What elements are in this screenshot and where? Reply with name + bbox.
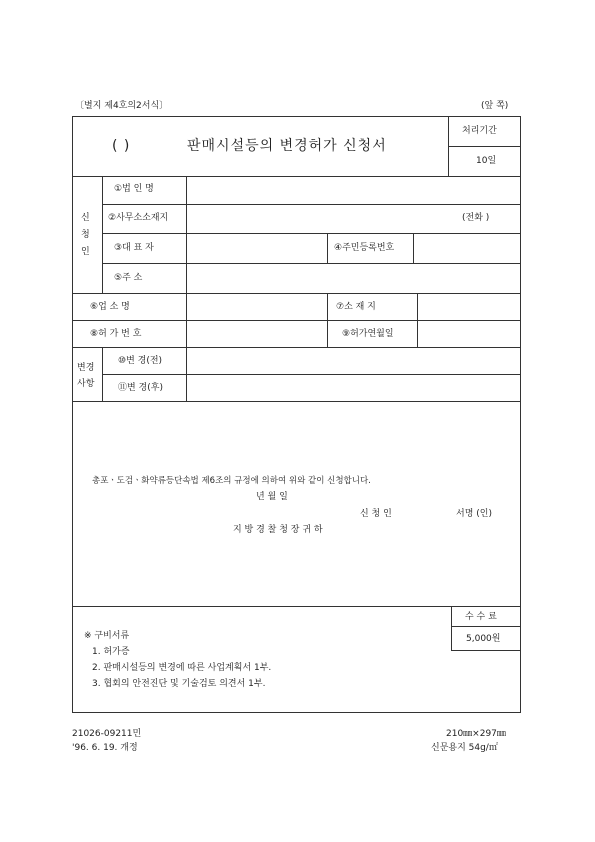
form-reference: 〔별지 제4호의2서식〕 [75,101,169,111]
change-section-label-1: 변경 [77,363,95,373]
office-address-label: ②사무소소재지 [108,213,169,223]
required-document-item: 3. 협회의 안전진단 및 기술검토 의견서 1부. [92,679,266,689]
page-side-label: (앞 쪽) [481,101,509,111]
office-address-field[interactable] [187,205,437,232]
corp-name-field[interactable] [187,177,519,203]
page-title: 판매시설등의 변경허가 신청서 [187,138,387,154]
applicant-signature-label: 신 청 인 [360,509,392,519]
change-after-label: ⑪변 경(후) [118,383,163,393]
resident-number-label: ④주민등록번호 [334,243,395,253]
addressee: 지 방 경 찰 청 장 귀 하 [233,525,323,535]
phone-label: (전화 ) [462,213,490,223]
change-before-field[interactable] [187,348,519,373]
representative-field[interactable] [187,234,326,262]
change-before-label: ⑩변 경(전) [118,356,163,366]
required-document-item: 1. 허가증 [92,647,130,657]
title-paren: ( ) [112,138,131,154]
paper-size: 210㎜×297㎜ [446,729,506,739]
applicant-section-label-2: 청 [81,230,90,240]
representative-label: ③대 표 자 [114,243,154,253]
form-number: 21026-09211민 [72,729,142,739]
fee-label: 수 수 료 [465,612,497,622]
application-date: 년 월 일 [256,492,288,502]
application-statement: 총포ㆍ도검ㆍ화약류등단속법 제6조의 규정에 의하여 위와 같이 신청합니다. [92,476,371,486]
resident-number-field[interactable] [414,234,519,262]
change-section-label-2: 사항 [77,379,95,389]
address-label: ⑤주 소 [114,273,143,283]
applicant-section-label-1: 신 [81,213,90,223]
license-number-label: ⑧허 가 번 호 [90,329,142,339]
fee-value: 5,000원 [466,634,501,644]
signature-seal-label: 서명 (인) [456,509,492,519]
business-location-label: ⑦소 재 지 [336,302,376,312]
paper-type: 신문용지 54g/㎡ [431,743,498,753]
required-documents-heading: ※ 구비서류 [84,631,130,641]
license-number-field[interactable] [187,321,326,346]
license-date-label: ⑨허가연월일 [342,329,394,339]
required-document-item: 2. 판매시설등의 변경에 따른 사업계획서 1부. [92,663,272,673]
business-location-field[interactable] [418,294,519,319]
applicant-section-label-3: 인 [81,247,90,257]
license-date-field[interactable] [418,321,519,346]
processing-period-value: 10일 [476,156,497,166]
business-name-field[interactable] [187,294,326,319]
processing-period-label: 처리기간 [462,126,497,136]
corp-name-label: ①법 인 명 [114,184,154,194]
address-field[interactable] [187,264,519,292]
revision-date: '96. 6. 19. 개정 [72,743,138,753]
business-name-label: ⑥업 소 명 [90,302,130,312]
change-after-field[interactable] [187,375,519,400]
